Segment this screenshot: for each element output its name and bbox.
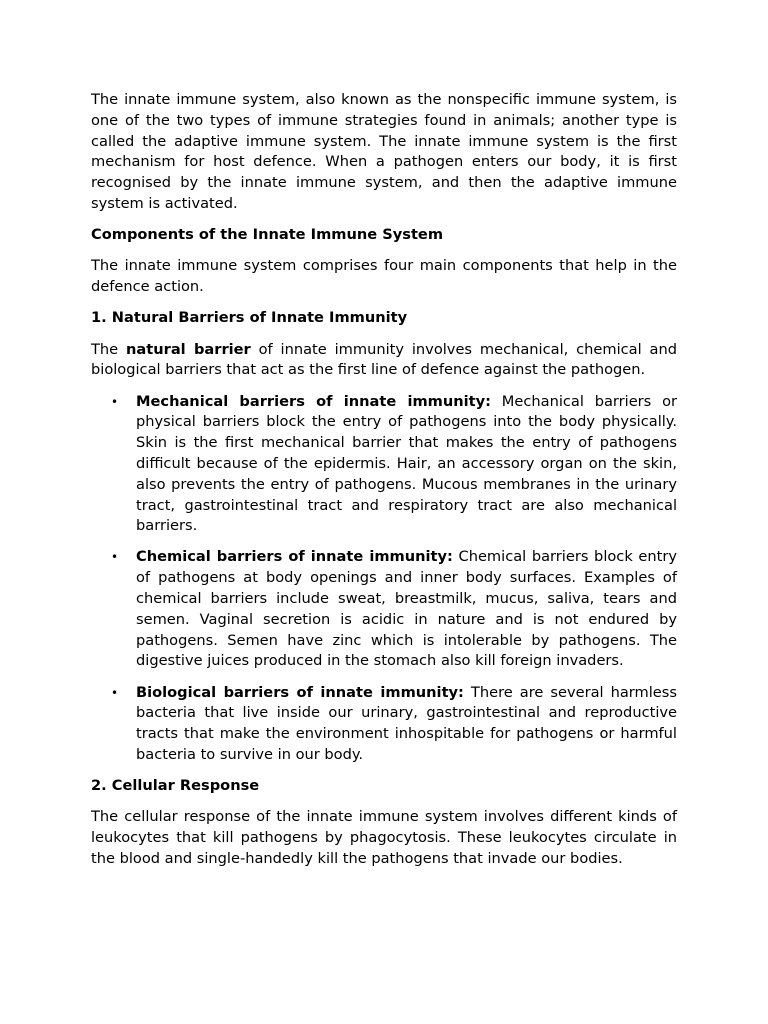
barrier-list — [91, 392, 677, 766]
section2-heading: 2. Cellular Response — [91, 777, 260, 795]
section1-heading: 1. Natural Barriers of Innate Immunity — [91, 309, 408, 327]
bullet: • — [111, 394, 119, 409]
bullet: • — [111, 550, 119, 565]
list-item-text: There are several harmless bacteria that live inside our urinary, gastrointestinal and reproductive tracts that make the environment inhospitable for pathogens or harmful bacteria to survive in our body. — [136, 683, 677, 764]
list-item-text: Chemical barriers block entry of pathogens at body openings and inner body surfaces. Examples of chemical barriers include sweat, breastmilk, mucus, saliva, tears and semen. Vaginal secretion is acidic in nature and is not endured by pathogens. Semen have zinc which is intolerable by pathogens. The digestive juices produced in the stomach also kill foreign invaders. — [136, 548, 677, 670]
bullet: • — [111, 685, 119, 700]
lead-prefix: The — [91, 340, 127, 358]
lead-suffix: of innate immunity involves mechanical, chemical and biological barriers that act as the first line of defence against the pathogen. — [91, 340, 677, 379]
list-item-title: Chemical barriers of innate immunity: — [136, 548, 453, 566]
list-item-mechanical — [91, 392, 677, 538]
natural-barrier-term: natural barrier — [126, 340, 251, 358]
list-item-title: Mechanical barriers of innate immunity: — [136, 392, 491, 410]
list-item-biological — [91, 683, 677, 766]
intro-paragraph: The innate immune system, also known as the nonspecific immune system, is one of the two types of immune strategies found in animals; another type is called the adaptive immune system. The innate immune system is the first mechanism for host defence. When a pathogen enters our body, it is first recognised by the innate immune system, and then the adaptive immune system is activated. — [91, 91, 677, 212]
natural-barrier-paragraph — [91, 340, 677, 382]
list-item-title: Biological barriers of innate immunity: — [136, 683, 464, 701]
components-heading: Components of the Innate Immune System — [91, 226, 444, 244]
list-item-chemical — [91, 547, 677, 672]
cellular-response-paragraph: The cellular response of the innate immune system involves different kinds of leukocytes that kill pathogens by phagocytosis. These leukocytes circulate in the blood and single-handedly kill the pathogens that invade our bodies. — [91, 808, 677, 868]
list-item-text: Mechanical barriers or physical barriers block the entry of pathogens into the body physically. Skin is the first mechanical barrier that makes the entry of pathogens difficult because of the epidermis. Hair, an accessory organ on the skin, also prevents the entry of pathogens. Mucous membranes in the urinary tract, gastrointestinal tract and respiratory tract are also mechanical barriers. — [136, 392, 677, 535]
components-paragraph: The innate immune system comprises four main components that help in the defence action. — [91, 257, 677, 296]
